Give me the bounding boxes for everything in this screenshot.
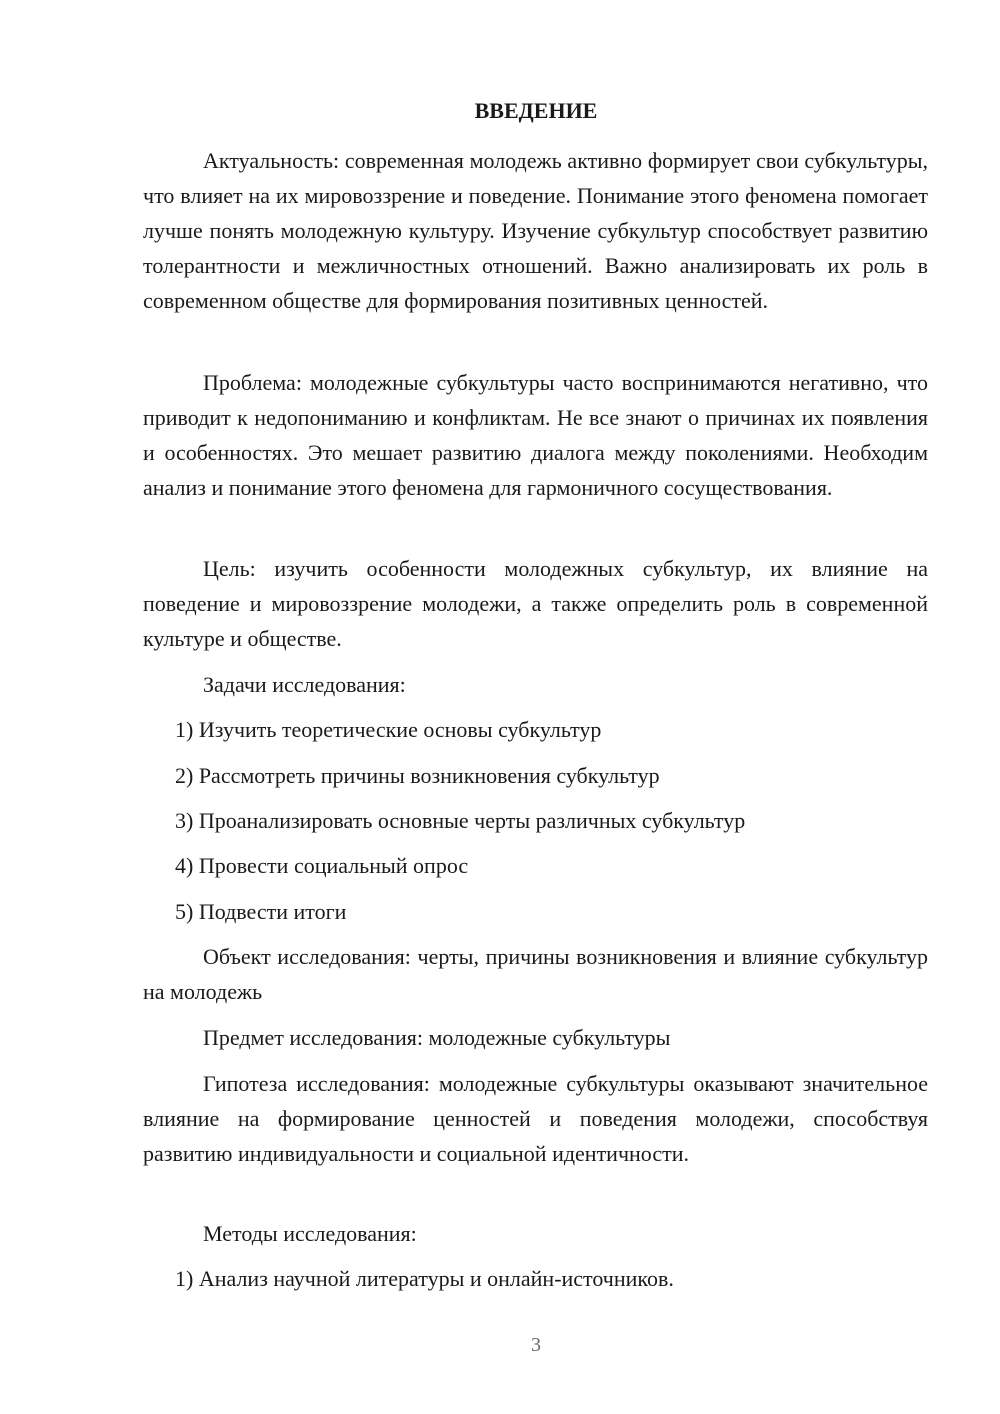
- tasks-heading: Задачи исследования:: [203, 672, 406, 697]
- subject-paragraph: Предмет исследования: молодежные субкультуры: [203, 1025, 671, 1050]
- goal-paragraph: Цель: изучить особенности молодежных субкультур, их влияние на поведение и мировоззрение молодежи, а также определить роль в современной культуре и обществе.: [143, 556, 928, 651]
- problem-paragraph: Проблема: молодежные субкультуры часто воспринимаются негативно, что приводит к недопониманию и конфликтам. Не все знают о причинах их появления и особенностях. Это мешает развитию диалога между поколениями. Необходим анализ и понимание этого феномена для гармоничного сосуществования.: [143, 370, 928, 500]
- task-item: 3) Проанализировать основные черты различных субкультур: [175, 808, 746, 833]
- task-item: 2) Рассмотреть причины возникновения субкультур: [175, 763, 660, 788]
- page-title: ВВЕДЕНИЕ: [474, 98, 598, 123]
- object-paragraph: Объект исследования: черты, причины возникновения и влияние субкультур на молодежь: [143, 944, 928, 1004]
- methods-heading: Методы исследования:: [203, 1221, 417, 1246]
- relevance-paragraph: Актуальность: современная молодежь активно формирует свои субкультуры, что влияет на их мировоззрение и поведение. Понимание этого феномена помогает лучше понять молодежную культуру. Изучение субкультур способствует развитию толерантности и межличностных отношений. Важно анализировать их роль в современном обществе для формирования позитивных ценностей.: [143, 148, 928, 313]
- page-number: 3: [531, 1334, 541, 1356]
- hypothesis-paragraph: Гипотеза исследования: молодежные субкультуры оказывают значительное влияние на формирование ценностей и поведения молодежи, способствуя развитию индивидуальности и социальной идентичности.: [143, 1071, 928, 1166]
- task-item: 1) Изучить теоретические основы субкультур: [175, 717, 602, 742]
- task-item: 5) Подвести итоги: [175, 899, 347, 924]
- method-item: 1) Анализ научной литературы и онлайн-источников.: [175, 1266, 674, 1291]
- task-item: 4) Провести социальный опрос: [175, 853, 469, 878]
